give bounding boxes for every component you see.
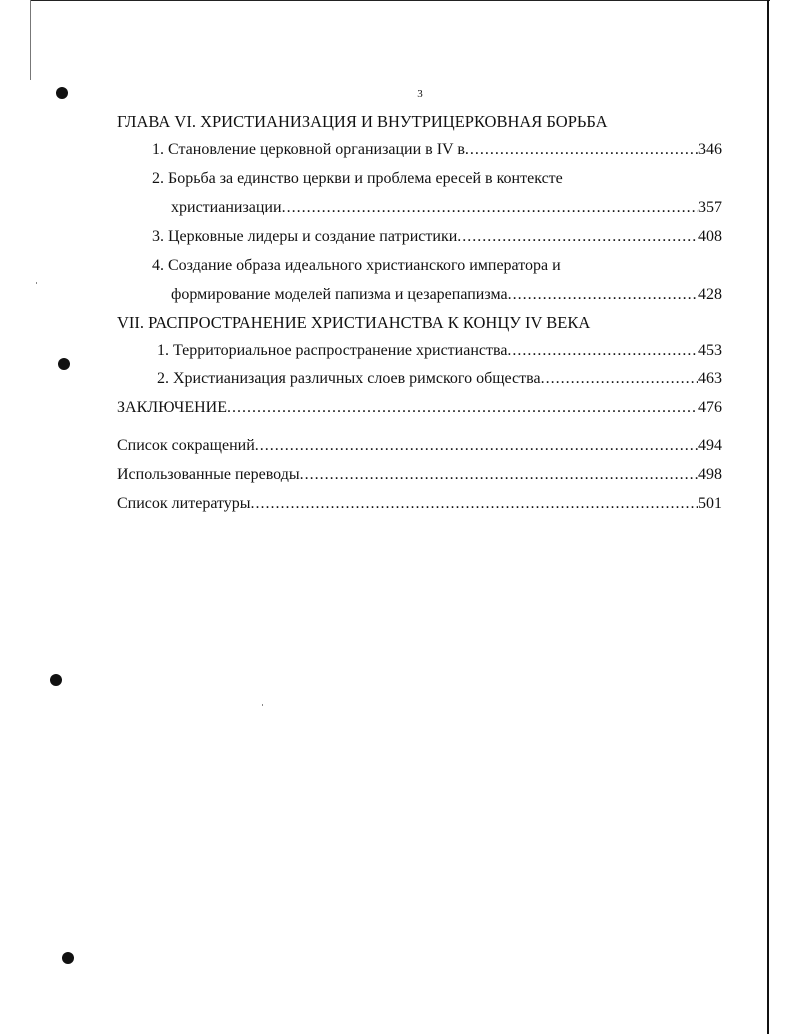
scan-border-top — [30, 0, 770, 1]
toc-entry-page: 357 — [698, 199, 722, 216]
toc-entry-page: 408 — [698, 228, 722, 245]
toc-entry-text: ЗАКЛЮЧЕНИЕ — [117, 399, 227, 416]
toc-entry-page: 346 — [698, 141, 722, 158]
toc-entry-page: 453 — [698, 342, 722, 359]
dot-leader — [300, 463, 698, 487]
toc-entry-page: 463 — [698, 370, 722, 387]
toc-entry-page: 498 — [698, 466, 722, 483]
toc-entry — [157, 339, 722, 363]
page-number: 3 — [417, 88, 423, 100]
dot-leader — [227, 396, 698, 420]
conclusion-entry — [117, 396, 722, 420]
toc-entry — [157, 367, 722, 391]
appendix-entry — [117, 492, 722, 516]
toc-entry-text: Использованные переводы — [117, 466, 300, 483]
toc-entry — [152, 138, 722, 162]
dot-leader — [255, 434, 698, 458]
toc-entry-continuation — [171, 283, 722, 307]
chapter-6-title: ГЛАВА VI. ХРИСТИАНИЗАЦИЯ И ВНУТРИЦЕРКОВНАЯ БОРЬБА — [117, 112, 608, 131]
dot-leader — [282, 196, 698, 220]
dot-leader — [508, 283, 698, 307]
punch-hole-mark — [58, 358, 70, 370]
toc-entry — [152, 254, 722, 278]
dot-leader — [465, 138, 698, 162]
toc-entry — [152, 167, 722, 191]
toc-entry-continuation — [171, 196, 722, 220]
toc-entry-text: 3. Церковные лидеры и создание патристики — [152, 228, 458, 245]
dot-leader — [507, 339, 698, 363]
dot-leader — [457, 225, 698, 249]
scan-speck — [262, 704, 263, 706]
chapter-6-heading — [117, 110, 737, 134]
scan-border-right — [767, 0, 769, 1034]
appendix-entry — [117, 434, 722, 458]
appendix-entry — [117, 463, 722, 487]
chapter-7-title: VII. РАСПРОСТРАНЕНИЕ ХРИСТИАНСТВА К КОНЦУ IV ВЕКА — [117, 313, 591, 332]
punch-hole-mark — [62, 952, 74, 964]
toc-entry — [152, 225, 722, 249]
toc-entry-text: 2. Борьба за единство церкви и проблема ересей в контексте — [152, 170, 563, 187]
toc-entry-text: христианизации — [171, 199, 282, 216]
toc-entry-page: 428 — [698, 286, 722, 303]
toc-entry-text: 1. Территориальное распространение христианства — [157, 342, 508, 359]
toc-entry-text: 2. Христианизация различных слоев римского общества — [157, 370, 541, 387]
dot-leader — [251, 492, 698, 516]
chapter-7-heading — [117, 311, 737, 335]
scan-speck — [36, 282, 37, 284]
toc-entry-page: 494 — [698, 437, 722, 454]
toc-entry-text: Список сокращений — [117, 437, 255, 454]
toc-entry-text: 4. Создание образа идеального христианского императора и — [152, 257, 561, 274]
dot-leader — [541, 367, 698, 391]
scan-border-left — [30, 0, 31, 80]
punch-hole-mark — [50, 674, 62, 686]
toc-entry-text: формирование моделей папизма и цезарепапизма — [171, 286, 508, 303]
toc-entry-page: 476 — [698, 399, 722, 416]
toc-entry-text: Список литературы — [117, 495, 251, 512]
toc-entry-text: 1. Становление церковной организации в IV в — [152, 141, 465, 158]
toc-entry-page: 501 — [698, 495, 722, 512]
